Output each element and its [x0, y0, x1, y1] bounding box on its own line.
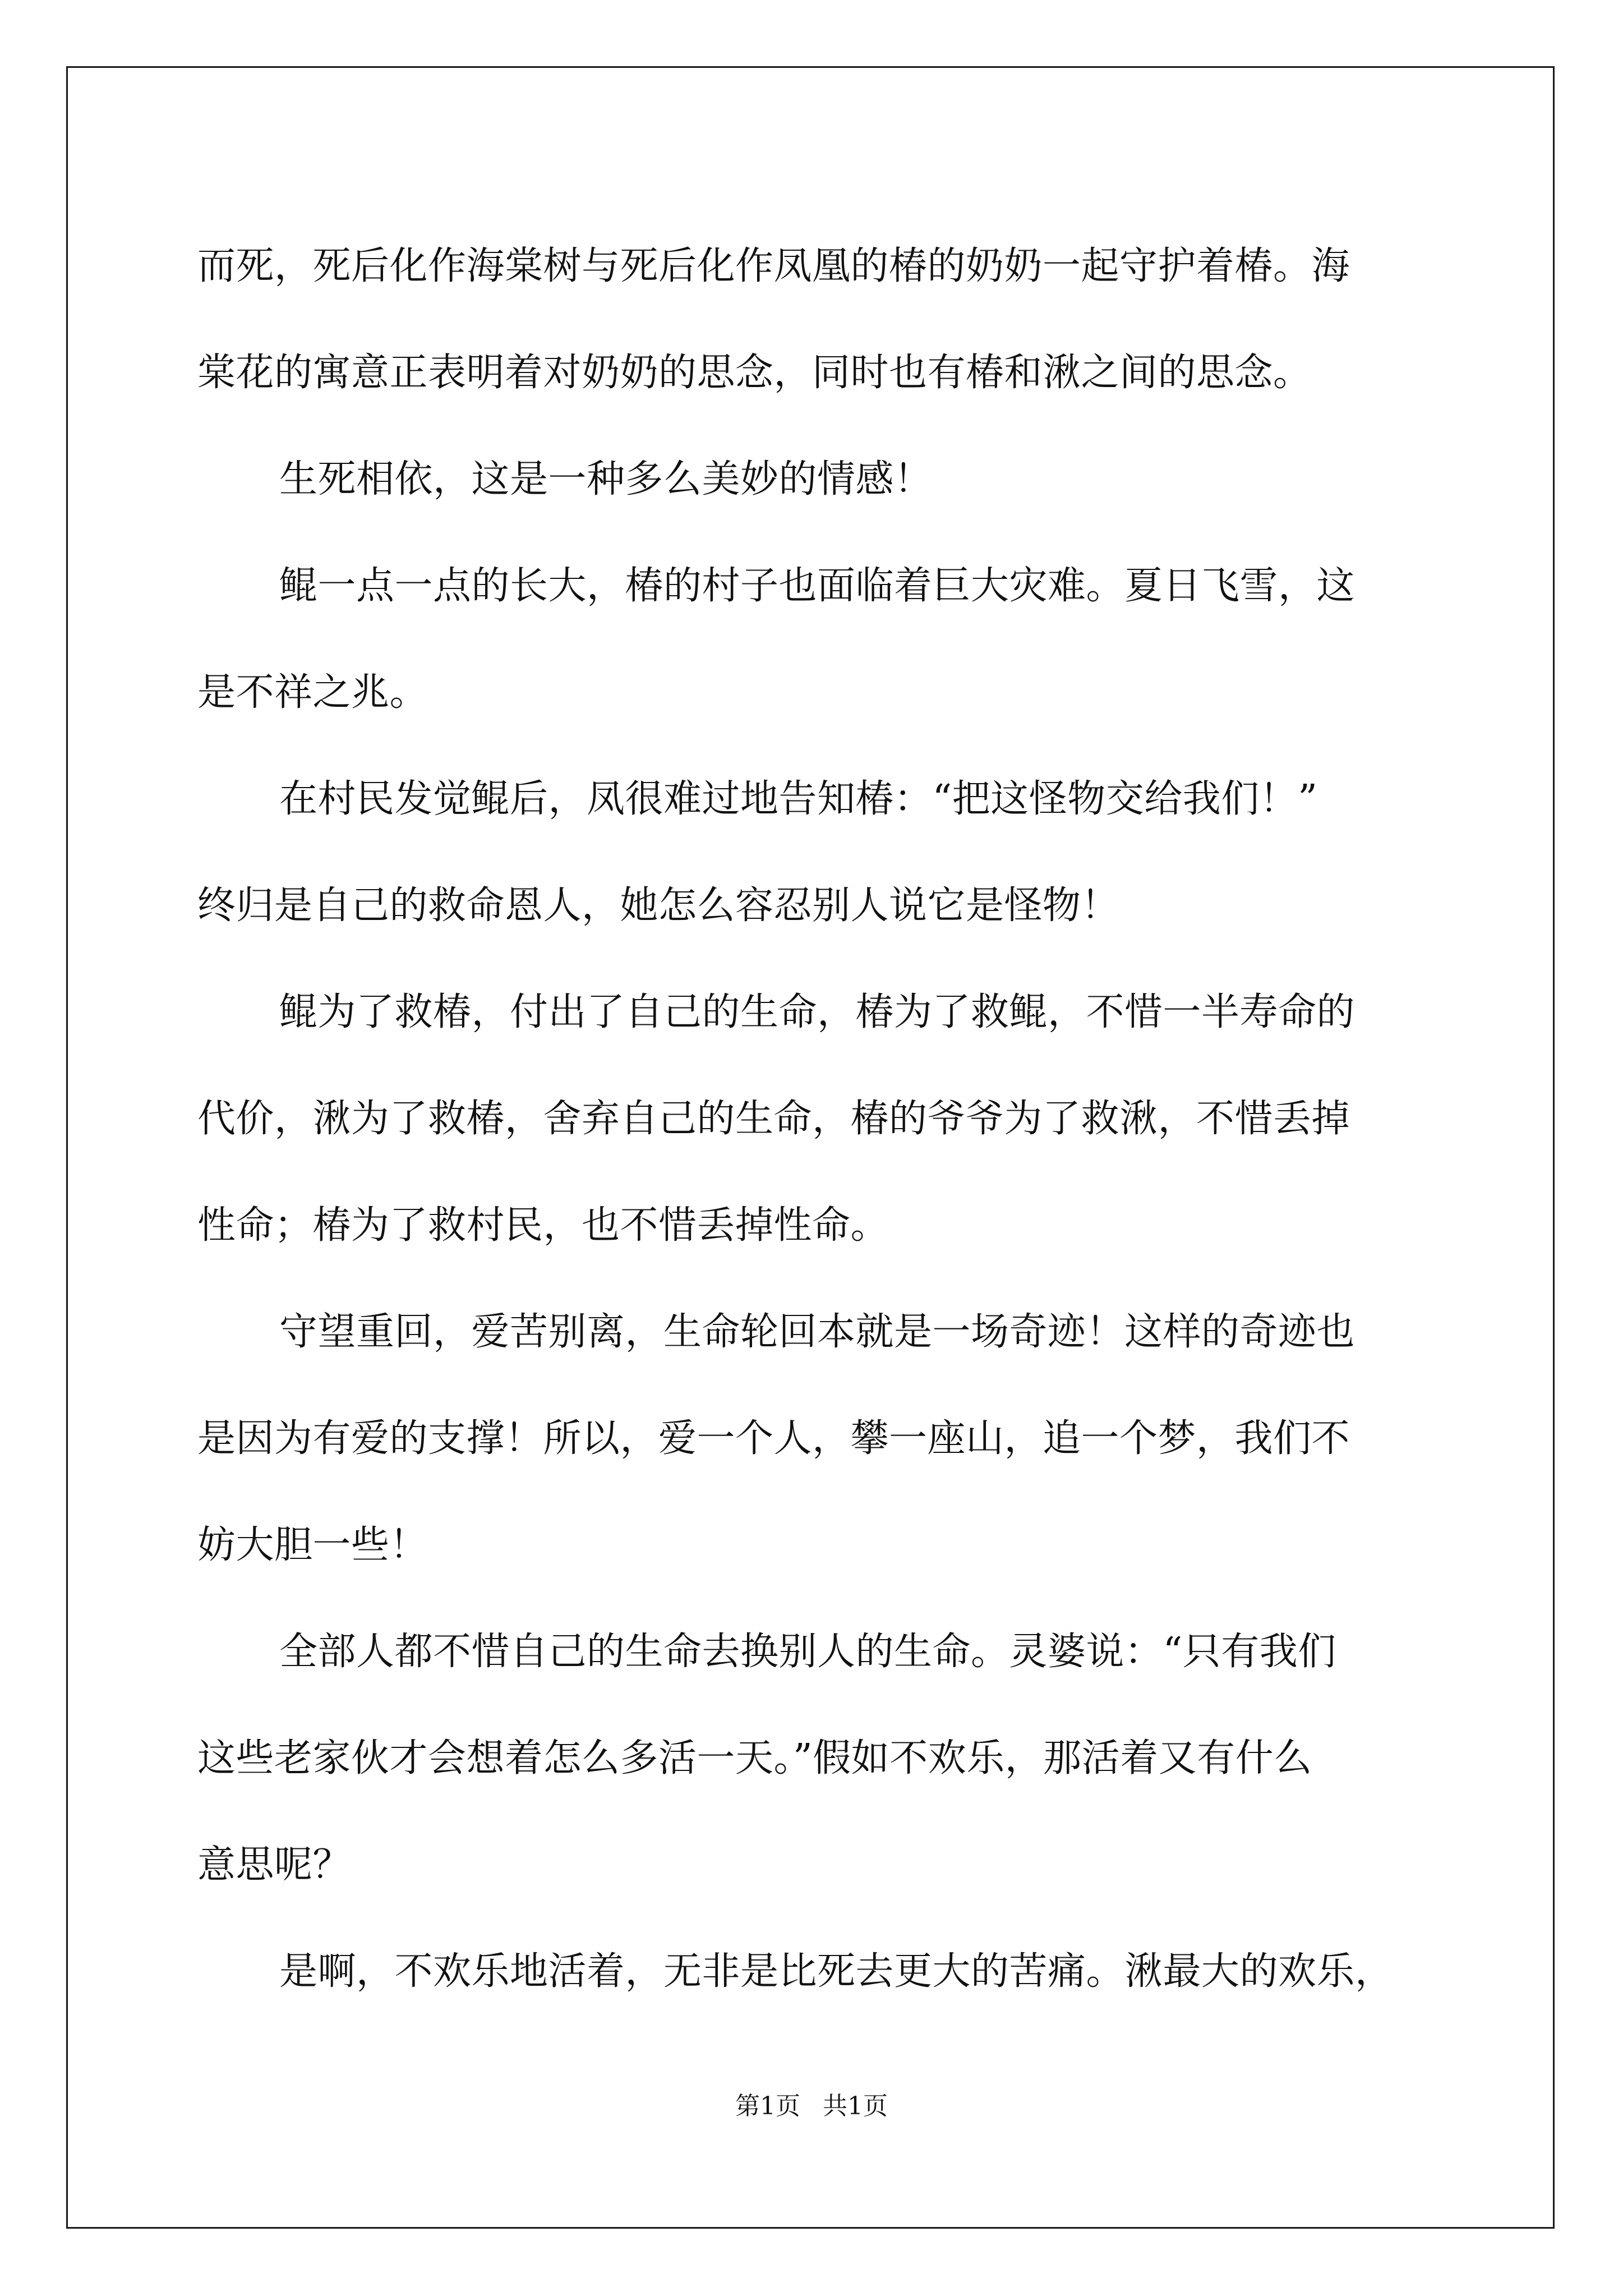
- text-line: 意思呢？: [197, 1843, 352, 1887]
- text-line: 终归是自己的救命恩人，她怎么容忍别人说它是怪物！: [197, 884, 1120, 928]
- text-line: 是不祥之兆。: [197, 670, 428, 715]
- page-footer: [0, 2086, 1623, 2122]
- page-number-total: 共1页: [823, 2092, 888, 2120]
- text-line: 鲲为了救椿，付出了自己的生命，椿为了救鲲，不惜一半寿命的: [279, 990, 1355, 1034]
- text-line: 在村民发觉鲲后，凤很难过地告知椿：“把这怪物交给我们！”: [279, 777, 1318, 821]
- text-line: 性命；椿为了救村民，也不惜丢掉性命。: [197, 1203, 889, 1248]
- text-line: 妨大胆一些！: [197, 1523, 428, 1567]
- text-line: 全部人都不惜自己的生命去换别人的生命。灵婆说：“只有我们: [279, 1630, 1336, 1674]
- text-line: 是因为有爱的支撑！所以，爱一个人，攀一座山，追一个梦，我们不: [197, 1416, 1350, 1461]
- text-line: 是啊，不欢乐地活着，无非是比死去更大的苦痛。湫最大的欢乐，: [279, 1949, 1394, 1994]
- text-line: 代价，湫为了救椿，舍弃自己的生命，椿的爷爷为了救湫，不惜丢掉: [197, 1097, 1350, 1141]
- text-line: 棠花的寓意正表明着对奶奶的思念，同时也有椿和湫之间的思念。: [197, 351, 1312, 395]
- text-line: 守望重回，爱苦别离，生命轮回本就是一场奇迹！这样的奇迹也: [279, 1310, 1355, 1354]
- text-line: 而死，死后化作海棠树与死后化作凤凰的椿的奶奶一起守护着椿。海: [197, 244, 1350, 288]
- page-number-current: 第1页: [735, 2092, 800, 2120]
- text-line: 鲲一点一点的长大，椿的村子也面临着巨大灾难。夏日飞雪，这: [279, 564, 1355, 608]
- document-body: [197, 213, 1427, 2025]
- text-line: 生死相依，这是一种多么美妙的情感！: [279, 457, 933, 501]
- text-line: 这些老家伙才会想着怎么多活一天。”假如不欢乐，那活着又有什么: [197, 1736, 1312, 1780]
